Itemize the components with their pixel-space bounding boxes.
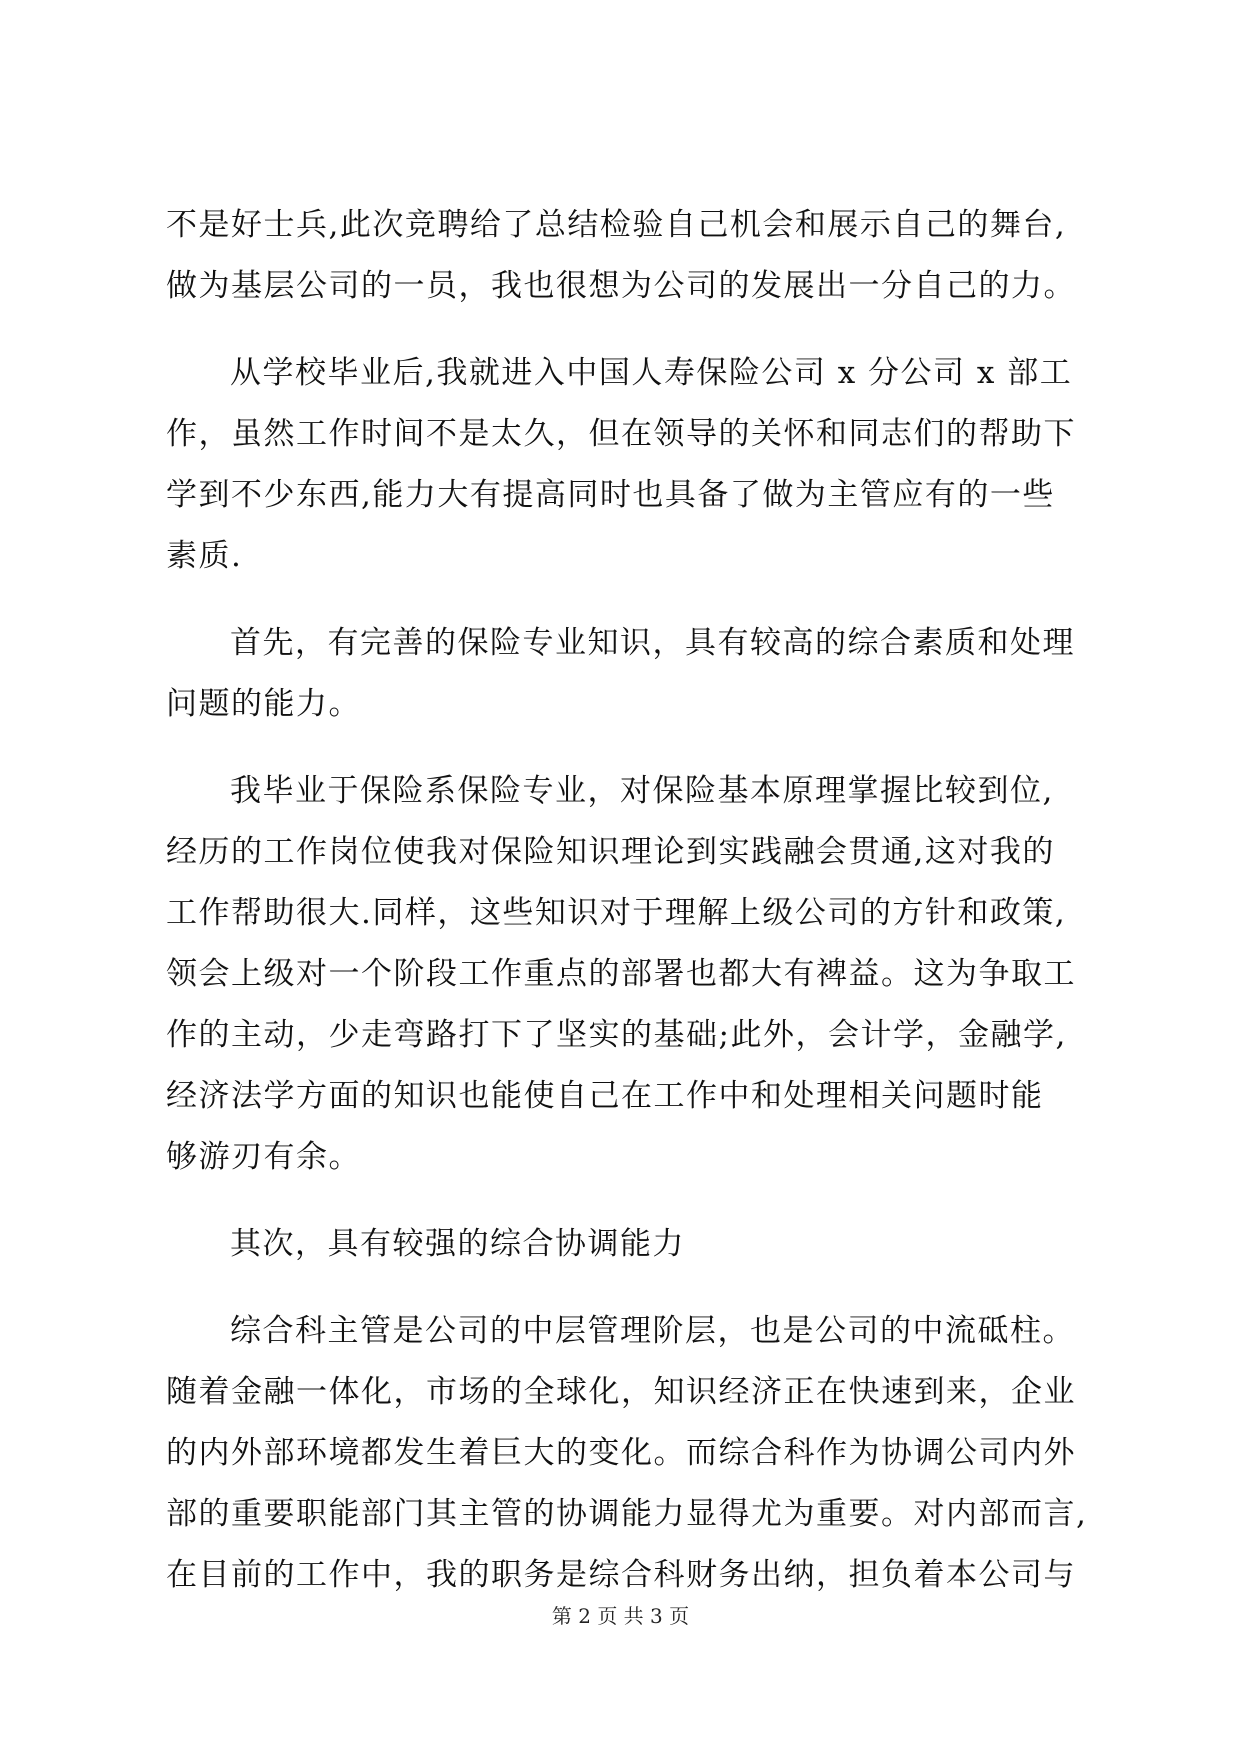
text-line: 在目前的工作中，我的职务是综合科财务出纳，担负着本公司与 xyxy=(166,1557,1076,1593)
text-line: 够游刃有余。 xyxy=(166,1139,361,1175)
text-line: 素质. xyxy=(166,538,243,574)
text-line: 作的主动，少走弯路打下了坚实的基础;此外，会计学，金融学, xyxy=(166,1017,1067,1053)
text-line: 部的重要职能部门其主管的协调能力显得尤为重要。对内部而言, xyxy=(166,1496,1088,1532)
text-line: 做为基层公司的一员，我也很想为公司的发展出一分自己的力。 xyxy=(166,268,1076,304)
text-line: 随着金融一体化，市场的全球化，知识经济正在快速到来，企业 xyxy=(166,1374,1076,1410)
text-line: 不是好士兵,此次竞聘给了总结检验自己机会和展示自己的舞台, xyxy=(166,207,1067,243)
text-line: 我毕业于保险系保险专业，对保险基本原理掌握比较到位, xyxy=(230,773,1054,809)
text-line: 学到不少东西,能力大有提高同时也具备了做为主管应有的一些 xyxy=(166,477,1055,513)
page-number-footer: 第 2 页 共 3 页 xyxy=(551,1604,690,1628)
text-line: 领会上级对一个阶段工作重点的部署也都大有裨益。这为争取工 xyxy=(166,956,1076,992)
section-heading: 其次，具有较强的综合协调能力 xyxy=(230,1226,685,1262)
text-line: 作，虽然工作时间不是太久，但在领导的关怀和同志们的帮助下 xyxy=(166,416,1076,452)
text-line: 工作帮助很大.同样，这些知识对于理解上级公司的方针和政策, xyxy=(166,895,1067,931)
text-line: 经济法学方面的知识也能使自己在工作中和处理相关问题时能 xyxy=(166,1078,1044,1114)
text-line: 综合科主管是公司的中层管理阶层，也是公司的中流砥柱。 xyxy=(230,1313,1075,1349)
text-line: 问题的能力。 xyxy=(166,686,361,722)
text-line: 经历的工作岗位使我对保险知识理论到实践融会贯通,这对我的 xyxy=(166,834,1055,870)
text-line: 首先，有完善的保险专业知识，具有较高的综合素质和处理 xyxy=(230,625,1075,661)
text-line: 的内外部环境都发生着巨大的变化。而综合科作为协调公司内外 xyxy=(166,1435,1076,1471)
text-line: 从学校毕业后,我就进入中国人寿保险公司 x 分公司 x 部工 xyxy=(230,355,1073,391)
